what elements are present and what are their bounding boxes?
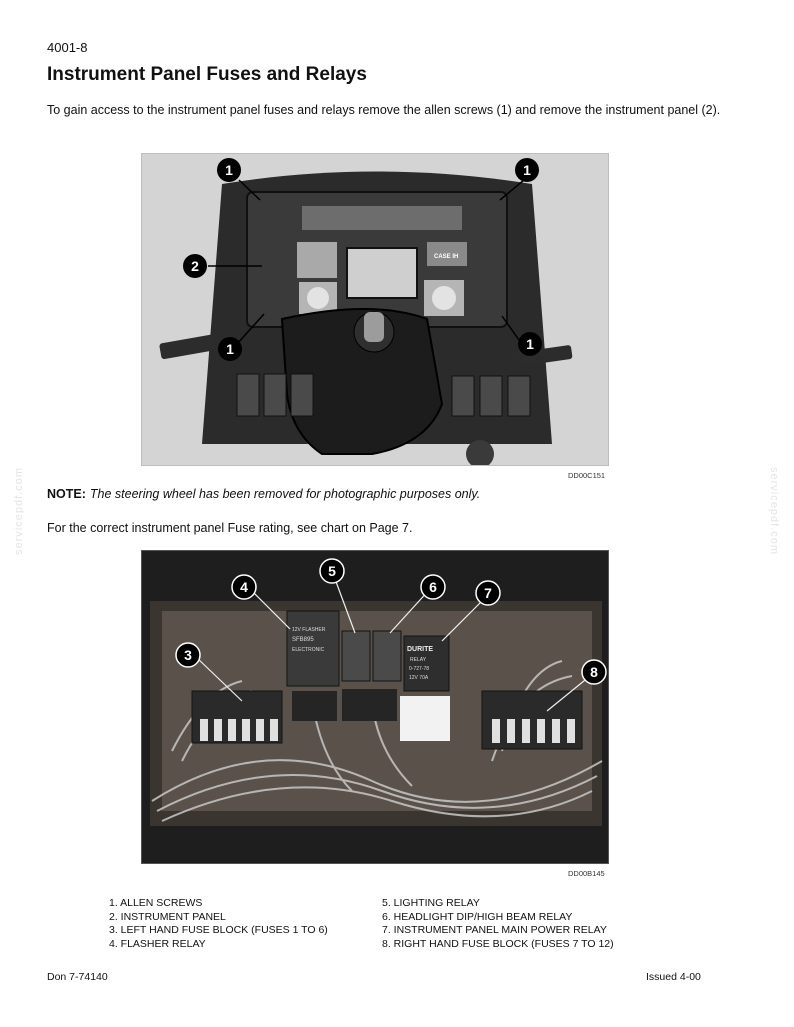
instrument-panel-illustration [142,154,608,465]
durite-label: DURITE [407,646,434,653]
durite-rating-label: 12V 70A [409,675,429,681]
callout-8-right-fuse-block [582,660,606,684]
watermark-right: servicepdf.com [767,467,780,555]
callout-5-lighting-relay [320,559,344,583]
legend-item-4: 4. FLASHER RELAY [109,937,206,950]
svg-text:1: 1 [226,341,234,357]
legend-item-3: 3. LEFT HAND FUSE BLOCK (FUSES 1 TO 6) [109,924,328,936]
flasher-label-1: 12V FLASHER [292,627,326,633]
figure2-caption: DD00B145 [568,869,605,878]
callout-1-bottom-left [218,337,242,361]
page-title: Instrument Panel Fuses and Relays [47,64,367,85]
callout-4-flasher-relay [232,575,256,599]
instrument-panel-photo [141,153,609,466]
figure1-caption: DD00C151 [568,471,606,480]
fuse-rating-reference: For the correct instrument panel Fuse rating, see chart on Page 7. [47,521,413,535]
svg-text:1: 1 [225,162,233,178]
svg-text:7: 7 [484,585,492,601]
case-logo-text: CASE IH [434,254,459,260]
callout-1-top-right [515,158,539,182]
legend-item-8: 8. RIGHT HAND FUSE BLOCK (FUSES 7 TO 12) [382,937,614,950]
svg-text:5: 5 [328,563,336,579]
svg-text:1: 1 [523,162,531,178]
legend-item-2: 2. INSTRUMENT PANEL [109,910,226,923]
callout-6-headlight-relay [421,575,445,599]
legend-left-column [109,897,328,951]
legend-item-7: 7. INSTRUMENT PANEL MAIN POWER RELAY [382,924,607,936]
intro-paragraph: To gain access to the instrument panel fuses and relays remove the allen screws (1) and remove the instrument panel (2). [47,103,721,117]
durite-part-label: 0-727-78 [409,666,430,672]
fuse-relay-illustration [142,551,608,863]
svg-text:1: 1 [526,336,534,352]
callout-7-main-power-relay [476,581,500,605]
page-number: 4001-8 [47,40,88,55]
svg-text:8: 8 [590,664,598,680]
callout-3-left-fuse-block [176,643,200,667]
note-text: The steering wheel has been removed for photographic purposes only. [89,487,481,501]
fuse-relay-photo [141,550,609,864]
flasher-label-2: SFB895 [292,637,314,643]
note [47,487,480,501]
svg-text:2: 2 [191,258,199,274]
svg-text:3: 3 [184,647,192,663]
svg-text:6: 6 [429,579,437,595]
flasher-label-3: ELECTRONIC [292,647,325,653]
footer-document-number: Don 7-74140 [47,971,108,983]
watermark-left: servicepdf.com [12,467,25,555]
legend-item-5: 5. LIGHTING RELAY [382,897,480,909]
legend-right-column [382,897,614,951]
note-label: NOTE: [47,487,86,501]
callout-1-bottom-right [518,332,542,356]
callout-1-top-left [217,158,241,182]
callout-2-panel [183,254,207,278]
svg-text:4: 4 [240,579,248,595]
legend-item-6: 6. HEADLIGHT DIP/HIGH BEAM RELAY [382,910,573,923]
legend-item-1: 1. ALLEN SCREWS [109,897,203,909]
durite-relay-label: RELAY [410,657,427,663]
footer-issue-date: Issued 4-00 [646,971,701,983]
